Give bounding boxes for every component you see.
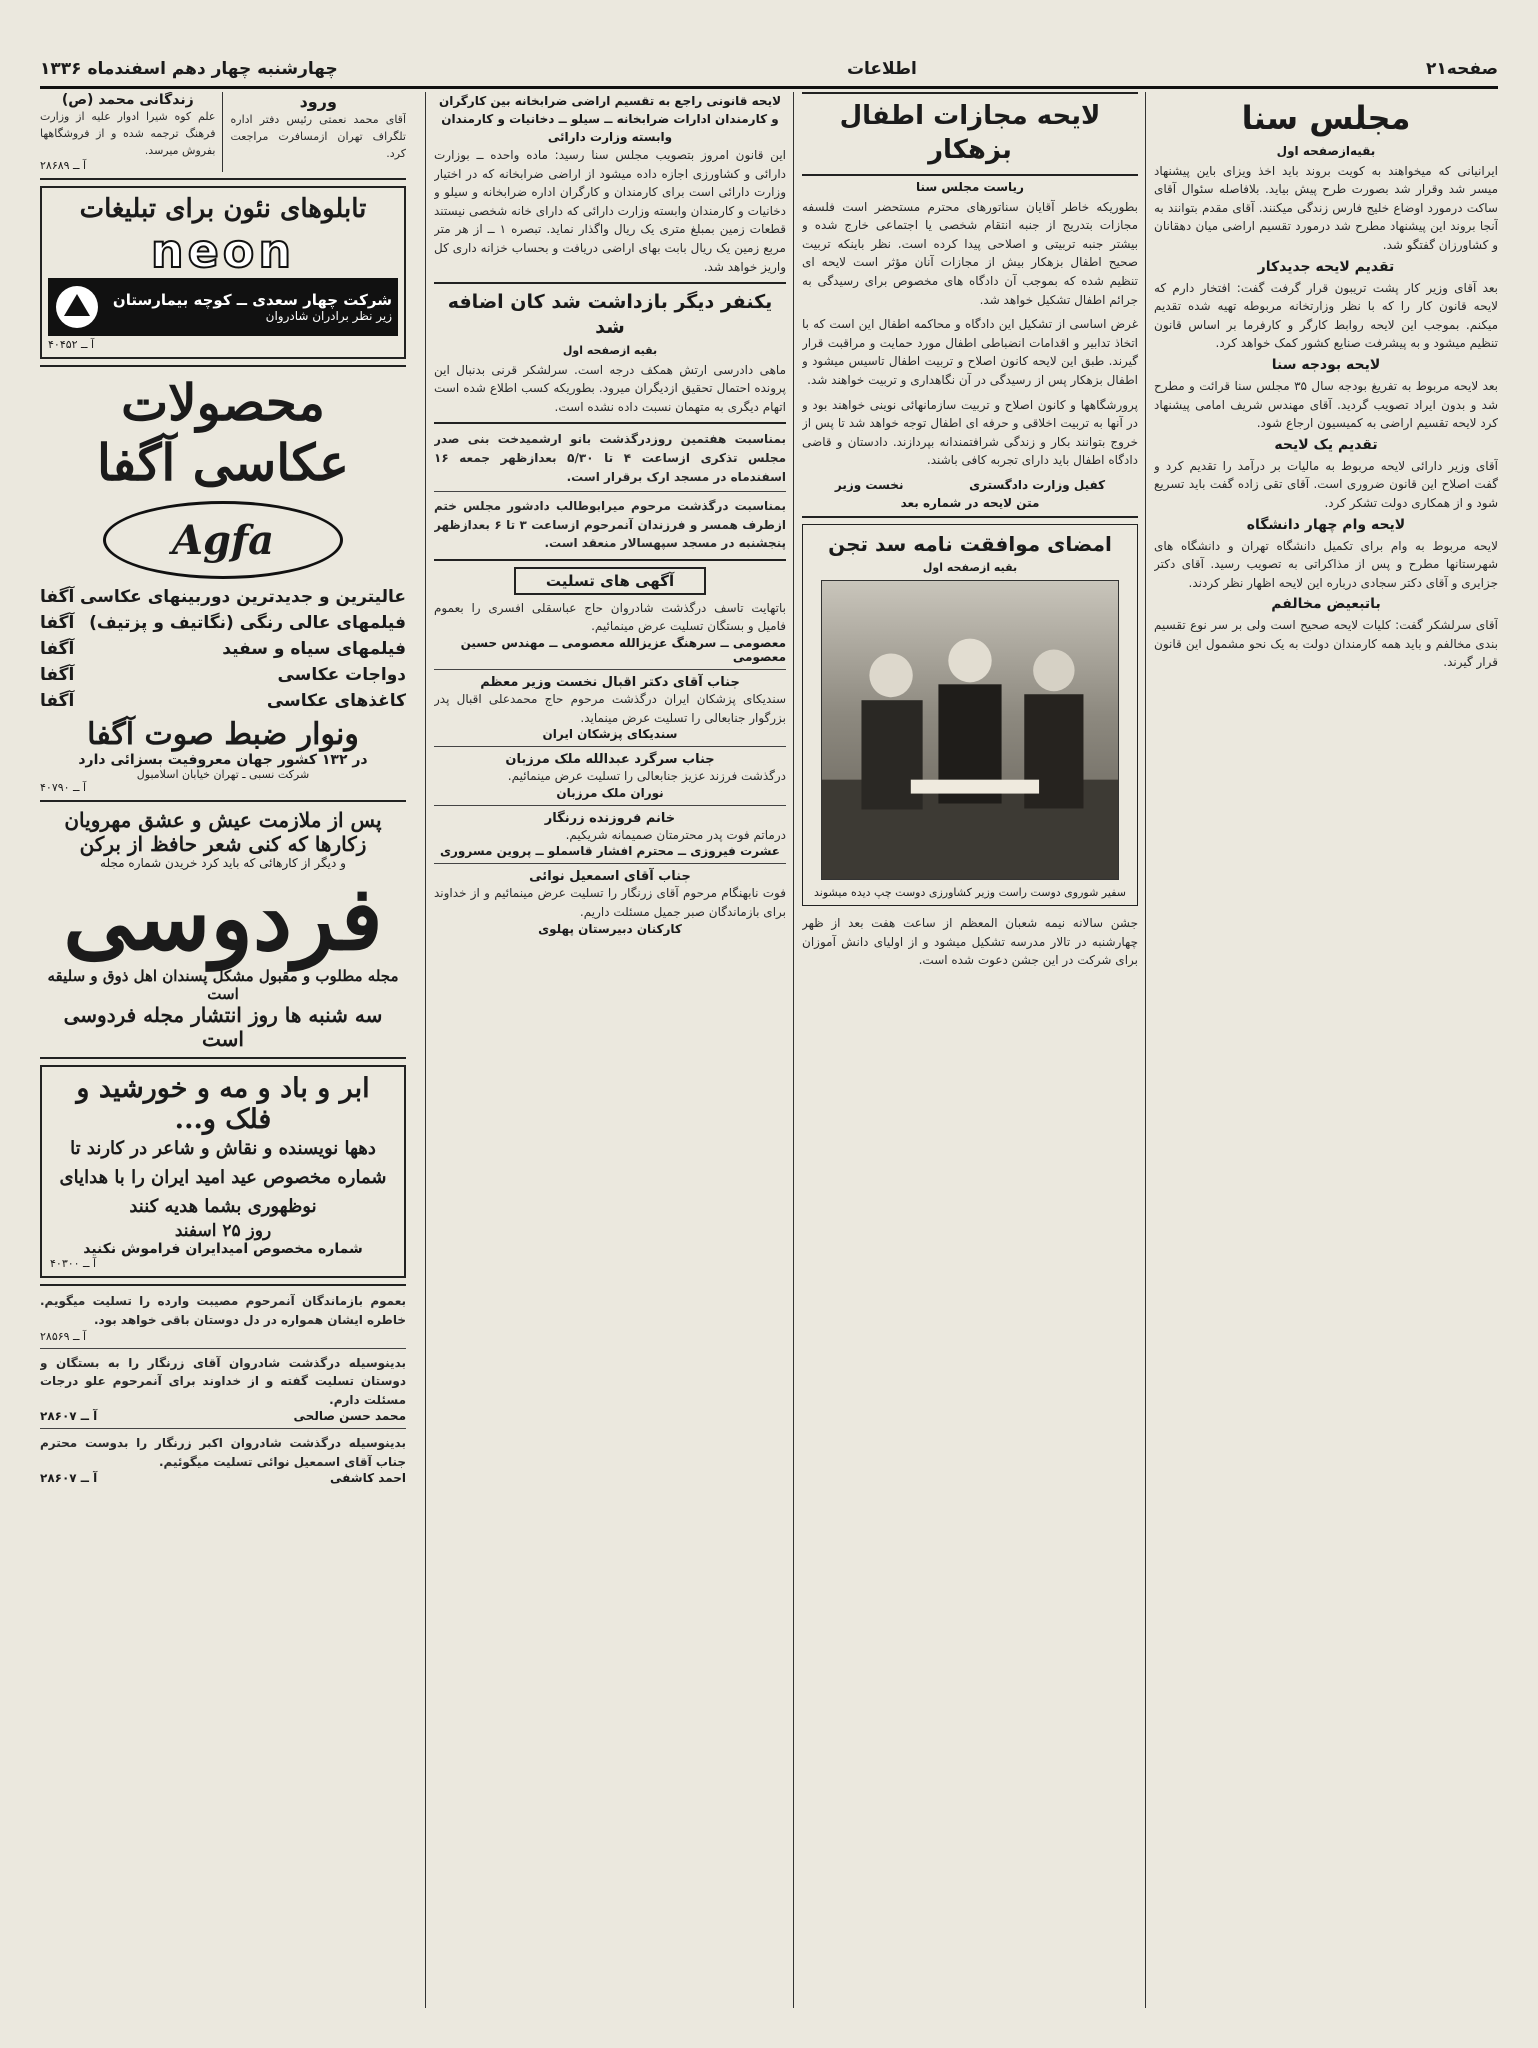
senate-paragraph: آقای سرلشکر گفت: کلیات لایحه صحیح است ولی بر سر نوع تقسیم بندی مخالفم و باید همه کارمندان دولت به یک نحو مشمول این قانون قرار گیرند. xyxy=(1154,618,1498,670)
arrest-title: یکنفر دیگر بازداشت شد کان اضافه شد xyxy=(447,291,773,338)
senate-column xyxy=(1154,92,1498,2008)
arrest-continued: بقیه ازصفحه اول xyxy=(562,343,658,357)
condolence-heading: آگهی های تسلیت xyxy=(514,567,706,595)
juvenile-law-paragraph: پرورشگاهها و کانون اصلاح و تربیت سازمانهائی نوینی خواهند بود و در آنها به تربیت اخلاقی و حرفه ای اطفال توجه خواهد شد تا پس از خروج بتوانند بکار و زندگی شرافتمندانه بپردازند. دادستان و قاضی دادگاه اطفال باید دارای تجربه کافی باشند. xyxy=(802,397,1138,468)
senate-paragraph: لایحه مربوط به وام برای تکمیل دانشگاه تهران و دانشگاه های شهرستانها مطرح و پس از مذاکراتی به تصویب رسید. آقای دکتر جزایری و آقای دکتر سجادی درباره این لایحه اظهار نظر کردند. xyxy=(1154,538,1498,590)
section-rule xyxy=(40,1284,406,1286)
page-number: صفحه۲۱ xyxy=(1426,59,1498,79)
senate-subhead: تقدیم یک لایحه xyxy=(1274,436,1378,453)
section-rule xyxy=(434,422,786,424)
signatures xyxy=(802,478,1138,492)
ferdowsi-question: و دیگر از کارهائی که باید کرد خریدن شماره مجله xyxy=(100,856,346,871)
notices-column xyxy=(434,92,786,2008)
juvenile-law-paragraph: غرض اساسی از تشکیل این دادگاه و محاکمه اطفال این است که با اتخاذ تدابیر و اقدامات انضباطی اطفال مورد حمایت و مراقبت قرار گیرند. طبق این لایحه کانون اصلاح و تربیت اطفال تاسیس میشود و اطفال بزهکار پس از رسیدگی در آن نگاهداری و تربیت خواهند شد. xyxy=(802,317,1138,387)
omid-date: روز ۲۵ اسفند xyxy=(174,1221,272,1242)
memorial-notice: بمناسبت درگذشت مرحوم میرابوطالب دادشور مجلس ختم ازطرف همسر و فرزندان آنمرحوم ازساعت ۳ تا ۶ بعدازظهر پنجشنبه در مسجد سپهسالار منعقد است. xyxy=(434,499,786,551)
agfa-product-row xyxy=(40,587,406,607)
agfa-headline: محصولات عکاسی آگفا xyxy=(97,373,349,493)
condolence-text: بدینوسیله درگذشت شادروان اکبر زرنگار را بدوست محترم جناب آقای اسمعیل نوائی تسلیت میگوئیم. xyxy=(40,1436,406,1469)
agfa-product-name: فیلمهای عالی رنگی (نگاتیف و پزتیف) xyxy=(89,613,406,634)
dam-continued: بقیه ازصفحه اول xyxy=(922,560,1018,574)
agfa-product-row xyxy=(40,665,406,685)
arrest-body: ماهی دادرسی ارتش همکف درجه است. سرلشکر قرنی بدنبال این پرونده احتمال تحقیق ازدیگران میرود. بطوریکه کسب اطلاع شده است اتهام دیگری به متهمان نسبت داده نشده است. xyxy=(434,362,786,414)
condolence-text: بعموم بازماندگان آنمرحوم مصیبت وارده را تسلیت میگویم. خاطره ایشان همواره در دل دوستان باقی خواهد بود. xyxy=(40,1294,406,1327)
ferdowsi-intro: پس از ملازمت عیش و عشق مهرویان زکارها که کنی شعر حافظ از برکن xyxy=(64,808,382,857)
ad-code: آ ــ ۲۸۵۶۹ xyxy=(40,1329,87,1343)
agfa-product-row xyxy=(40,639,406,659)
section-rule xyxy=(40,178,406,180)
photo-figures-icon xyxy=(822,581,1118,879)
ads-column xyxy=(40,92,406,2008)
condolence-signature: سندیکای پزشکان ایران xyxy=(542,727,678,742)
juvenile-law-headline-box xyxy=(802,92,1138,176)
ad-code: آ ــ ۴۰۴۵۲ xyxy=(48,338,95,352)
senate-continued: بقیه‌ازصفحه اول xyxy=(1276,143,1376,158)
neon-headline: تابلوهای نئون برای تبلیغات xyxy=(79,194,367,225)
agfa-brand-label: آگفا xyxy=(40,665,75,686)
land-law-body: این قانون امروز بتصویب مجلس سنا رسید: ماده واحده ــ بوزارت دارائی و کشاورزی اجازه داده میشود از اراضی ضرابخانه که در اختیار وزارت دارائی است برای کارمندان و کارگران اداره ضرابخانه و سیلو و دخانیات و کارمندان وابسته وزارت دارائی که دارای خانه شخصی نیستند قطعات زمین بمبلغ متری یک ریال واگذار نماید. تبصره ۱ ــ از هر متر مربع زمین یک ریال بابت بهای اراضی دریافت و بحساب خزانه داری کل واریز خواهد شد. xyxy=(434,148,786,274)
ad-code: آ ــ ۲۸۶۰۷ xyxy=(40,1409,98,1424)
juvenile-law-column xyxy=(802,92,1138,2008)
school-notice: جشن سالانه نیمه شعبان المعظم از ساعت هفت بعد از ظهر چهارشنبه در تالار مدرسه تشکیل میشود و از اولیای دانش آموزان برای شرکت در این جشن دعوت شده است. xyxy=(802,915,1138,968)
neon-subtitle: زیر نظر برادران شادروان xyxy=(265,309,392,324)
senate-paragraph: آقای وزیر دارائی لایحه مربوط به مالیات بر درآمد را تقدیم کرد و گفت اصلاح این قانون ضروری است. آقای تقی زاده گفت باید تسریع شود و از همکاری دولت تشکر کرد. xyxy=(1154,458,1498,510)
agfa-product-name: عالیترین و جدیدترین دوربینهای عکاسی xyxy=(80,587,406,608)
agfa-product-row xyxy=(40,613,406,633)
agfa-brand-label: آگفا xyxy=(40,691,75,712)
juvenile-law-title: لایحه مجازات اطفال بزهکار xyxy=(839,101,1101,165)
photo-caption: سفیر شوروی دوست راست وزیر کشاورزی دوست چپ دیده میشوند xyxy=(814,885,1126,899)
header-rule xyxy=(40,86,1498,89)
signature-pm: نخست وزیر xyxy=(834,477,904,492)
agfa-slogan: در ۱۳۲ کشور جهان معروفیت بسزائی دارد xyxy=(78,752,368,769)
thin-rule xyxy=(434,746,786,747)
condolence-text: درگذشت فرزند عزیز جنابعالی را تسلیت عرض مینمائیم. xyxy=(507,769,786,784)
senate-subhead: تقدیم لایحه جدیدکار xyxy=(1257,258,1395,275)
condolence-signature: محمد حسن صالحی xyxy=(293,1409,406,1424)
agfa-tape-line: ونوار ضبط صوت آگفا xyxy=(87,717,359,753)
senate-subhead: لایحه بودجه سنا xyxy=(1271,356,1381,373)
agfa-brand-label: آگفا xyxy=(40,613,75,634)
company-emblem-icon xyxy=(54,284,100,330)
agfa-brand-label: آگفا xyxy=(40,639,75,660)
ferdowsi-ad xyxy=(40,808,406,1051)
ferdowsi-publish-day: سه شنبه ها روز انتشار مجله فردوسی است xyxy=(63,1002,383,1051)
column-divider xyxy=(793,92,794,2008)
omid-body: دهها نویسنده و نقاش و شاعر در کارند تا شماره مخصوص عید امید ایران را با هدایای نوظهوری بشما هدیه کنند xyxy=(59,1137,387,1217)
senate-subhead: باتبعیض مخالفم xyxy=(1271,596,1381,613)
column-divider xyxy=(1145,92,1146,2008)
section-rule xyxy=(802,516,1138,518)
ad-code: آ ــ ۴۰۷۹۰ xyxy=(40,781,87,795)
paper-name: اطلاعات xyxy=(846,59,917,79)
section-rule xyxy=(40,365,406,367)
condolence-signature: نوران ملک مرزبان xyxy=(556,785,664,800)
condolence-footer xyxy=(40,1471,406,1485)
neon-company-bar xyxy=(48,278,398,336)
senate-paragraph: ایرانیانی که میخواهند به کویت بروند باید اخذ ویزای باین پیشنهاد میسر شد وقرار شد بصورت طرح پیش بیاید. بلافاصله سئوال آقای ساکت درمورد اوضاع خلیج فارس زندگی میکنند. آقای مقدم بتوانند به آنجا بروند این پیشنهاد مطرح شد درمورد تقسیم اراضی میان دهقانان و کشاورزان گفتگو شد. xyxy=(1154,163,1498,252)
agfa-product-row xyxy=(40,691,406,711)
thin-rule xyxy=(40,1348,406,1349)
neon-ad xyxy=(40,186,406,359)
arrival-notice xyxy=(231,92,407,172)
section-rule xyxy=(40,1057,406,1059)
book-title: زندگانی محمد (ص) xyxy=(61,92,194,108)
senate-subhead: لایحه وام چهار دانشگاه xyxy=(1246,516,1406,533)
agfa-product-name: دواجات عکاسی xyxy=(277,665,406,686)
senate-paragraph: بعد آقای وزیر کار پشت تریبون قرار گرفت گفت: افتخار دارم که لایحه قانون کار را که با نظر وزارتخانه مربوطه تهیه شده تقدیم میکنم. بموجب این لایحه روابط کارگر و کارفرما بر اساس قانون تنظیم میشود و به پیشرفت صنایع کشور کمک خواهد کرد. xyxy=(1154,280,1498,351)
column-divider xyxy=(425,92,426,2008)
section-rule xyxy=(40,800,406,802)
senate-paragraph: بعد لایحه مربوط به تفریغ بودجه سال ۳۵ مجلس سنا قرائت و مطرح شد و بدون ایراد تصویب گردید. آقای مهندس شریف امامی پیشنهاد کرد لایحه تقسیم اراضی به کمیسیون ارجاع شود. xyxy=(1154,378,1498,431)
ad-code: آ ــ ۲۸۶۰۷ xyxy=(40,1471,98,1486)
book-text: علم کوه شیرا ادوار علیه از وزارت فرهنگ ترجمه شده و از فروشگاهها بفروش میرسد. xyxy=(40,110,216,158)
ad-code: آ ــ ۲۸۶۸۹ xyxy=(40,159,87,173)
thin-rule xyxy=(40,1428,406,1429)
agfa-product-name: کاغذهای عکاسی xyxy=(266,691,406,712)
senate-title: مجلس سنا xyxy=(1241,99,1411,137)
thin-rule xyxy=(434,863,786,864)
ferdowsi-description: مجله مطلوب و مقبول مشکل پسندان اهل ذوق و سلیقه است xyxy=(47,966,399,1003)
juvenile-law-paragraph: بطوریکه خاطر آقایان سناتورهای محترم مستحضر است فلسفه مجازات بتدریج از جنبه انتقام شخصی یا اجتماعی خارج شده و بیشتر جنبه تربیتی و اصلاحی پیدا کرده است. نظر باینکه تربیت صحیح اطفال بزهکار بیش از مجازات آنان مؤثر است لایحه ای تنظیم شده که بموجب آن دادگاه های مخصوص برای رسیدگی به جرائم اطفال تشکیل خواهد شد. xyxy=(802,199,1138,307)
thin-rule xyxy=(434,491,786,492)
agfa-logo: Agfa xyxy=(103,501,343,579)
land-law-title: لایحه قانونی راجع به تقسیم اراضی ضرابخانه بین کارگران و کارمندان ادارات ضرابخانه ــ سیلو ــ دخانیات و کارمندان وابسته وزارت دارائی xyxy=(438,94,782,144)
condolence-signature: کارکنان دبیرستان پهلوی xyxy=(538,921,682,936)
juvenile-law-subhead: ریاست مجلس سنا xyxy=(916,179,1024,194)
neon-company: شرکت چهار سعدی ــ کوچه بیمارستان xyxy=(112,291,392,310)
signing-ceremony-photo xyxy=(821,580,1119,880)
omid-title: ابر و باد و مه و خورشید و فلک و... xyxy=(76,1072,370,1135)
omid-iran-ad xyxy=(40,1065,406,1278)
section-rule xyxy=(434,559,786,561)
agfa-ad xyxy=(40,373,406,794)
page-header xyxy=(40,54,1498,84)
continued-note: متن لایحه در شماره بعد xyxy=(900,495,1040,510)
condolence-text: فوت نابهنگام مرحوم آقای زرنگار را تسلیت عرض مینمائیم و از خداوند برای بازماندگان صبر جمیل مسئلت داریم. xyxy=(434,886,786,920)
ferdowsi-title: فردوسی xyxy=(63,866,383,971)
dam-article xyxy=(802,524,1138,906)
omid-subtitle: شماره مخصوص امیدایران فراموش نکنید xyxy=(83,1241,363,1258)
signature-justice: کفیل وزارت دادگستری xyxy=(969,477,1106,492)
condolence-title: جناب آقای اسمعیل نوائی xyxy=(529,869,691,885)
arrival-text: آقای محمد نعمتی رئیس دفتر اداره تلگراف تهران ازمسافرت مراجعت کرد. xyxy=(230,113,406,161)
book-notice xyxy=(40,92,223,172)
agfa-brand-label: آگفا xyxy=(40,587,75,608)
condolence-text: بدینوسیله درگذشت شادروان آقای زرنگار را به بستگان و دوستان تسلیت گفته و از خداوند برای آنمرحوم علو درجات مسئلت دارم. xyxy=(40,1355,406,1407)
dam-title: امضای موافقت نامه سد تجن xyxy=(828,531,1112,556)
condolence-title: خانم فروزنده زرنگار xyxy=(544,810,676,826)
condolence-title: جناب آقای دکتر اقبال نخست وزیر معظم xyxy=(480,675,740,691)
condolence-signature: عشرت فیروزی ــ محترم افشار قاسملو ــ پروین مسروری xyxy=(439,844,780,859)
agfa-product-name: فیلمهای سیاه و سفید xyxy=(222,639,406,660)
condolence-text: باتهایت تاسف درگذشت شادروان حاج عباسقلی افسری را بعموم فامیل و بستگان تسلیت عرض مینمائیم. xyxy=(434,600,786,634)
thin-rule xyxy=(434,805,786,806)
section-rule xyxy=(434,282,786,284)
memorial-notice: بمناسبت هفتمین روزدرگذشت بانو ارشمیدخت بنی صدر مجلس تذکری ازساعت ۴ تا ۵/۳۰ بعدازظهر جمعه ۱۶ اسفندماه در مسجد ارک برقرار است. xyxy=(434,432,786,484)
ad-code: آ ــ ۴۰۳۰۰ xyxy=(50,1257,97,1271)
thin-rule xyxy=(434,669,786,670)
issue-date: چهارشنبه چهار دهم اسفندماه ۱۳۳۶ xyxy=(40,59,338,79)
condolence-text: درماتم فوت پدر محترمتان صمیمانه شریکیم. xyxy=(565,827,786,842)
arrival-title: ورود xyxy=(299,92,337,111)
agfa-address: شرکت نسبی ـ تهران خیابان اسلامبول xyxy=(136,768,310,782)
condolence-signature: احمد کاشفی xyxy=(330,1471,406,1486)
neon-logo: neon xyxy=(150,224,296,279)
top-notices xyxy=(40,92,406,172)
condolence-title: جناب سرگرد عبدالله ملک مرزبان xyxy=(505,752,715,768)
agfa-product-list xyxy=(40,587,406,711)
condolence-footer xyxy=(40,1409,406,1423)
condolence-text: سندیکای پزشکان ایران درگذشت مرحوم حاج محمدعلی اقبال پدر بزرگوار جنابعالی را تسلیت عرض مینماید. xyxy=(434,692,786,725)
condolence-signature: معصومی ــ سرهنگ عزیزالله معصومی ــ مهندس حسین معصومی xyxy=(460,636,786,665)
